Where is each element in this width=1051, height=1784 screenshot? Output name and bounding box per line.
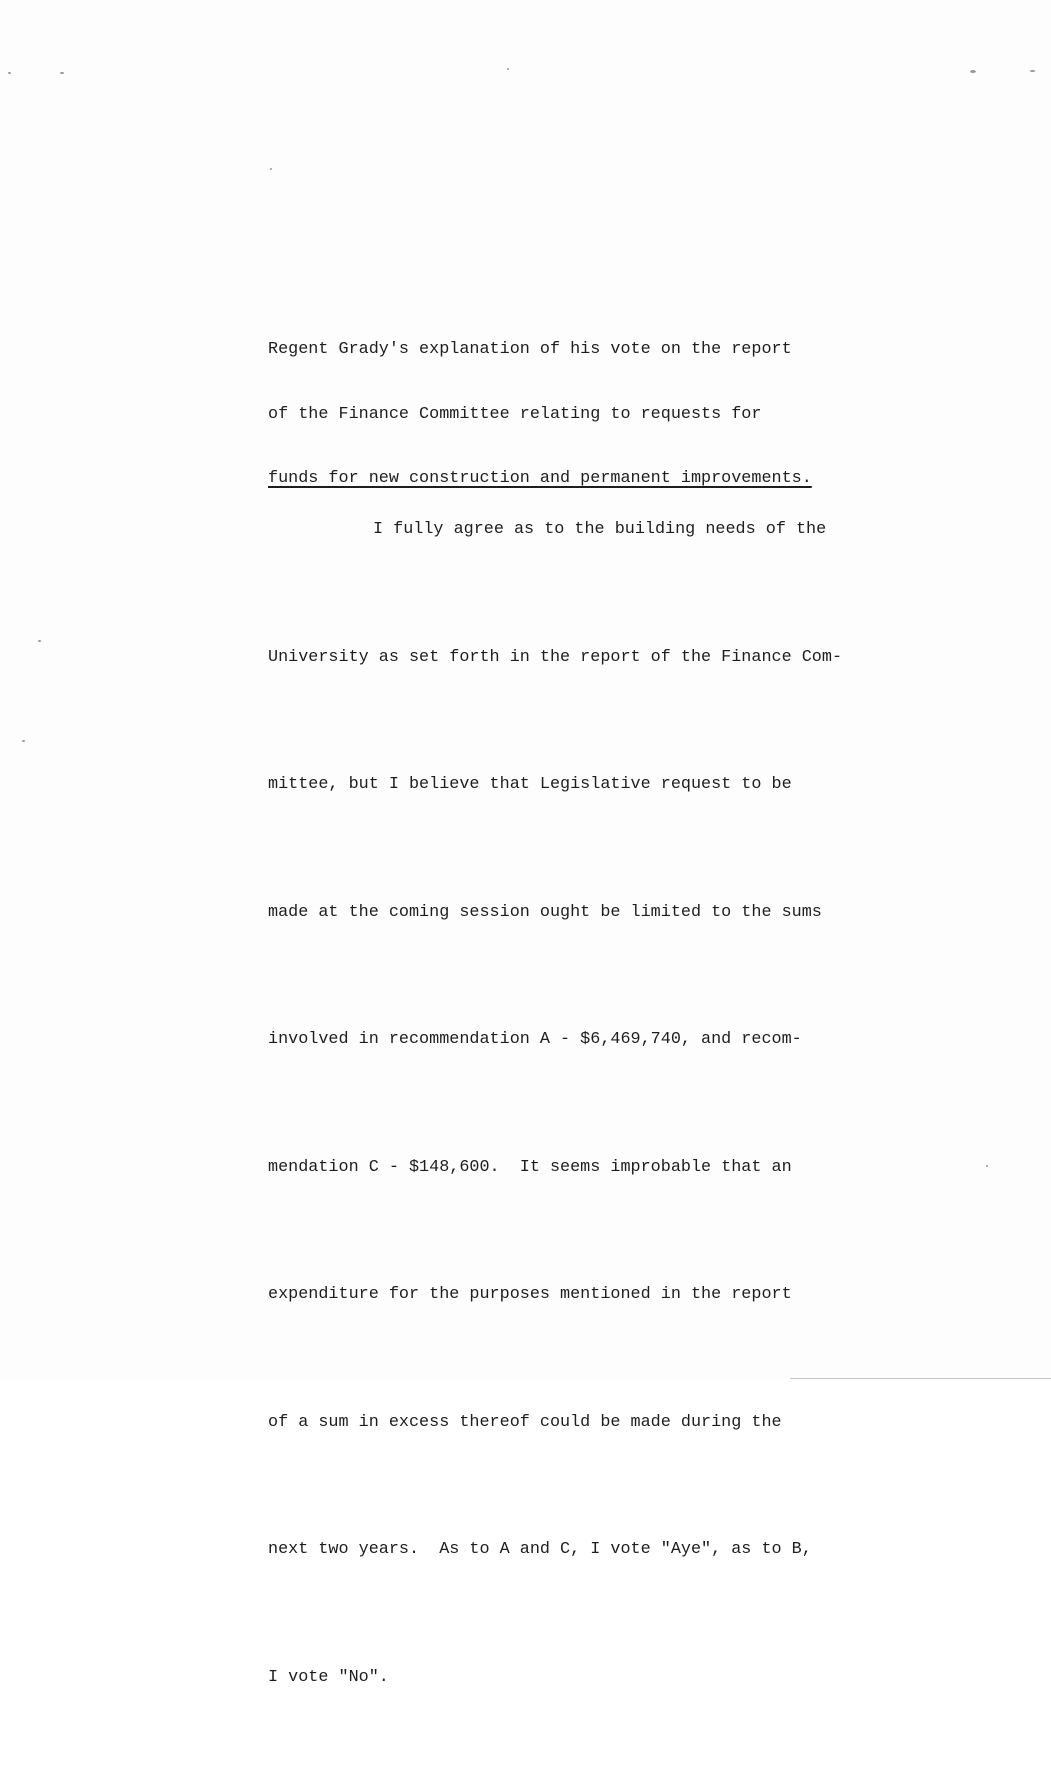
body-line: involved in recommendation A - $6,469,740, and recom- — [268, 1030, 802, 1049]
scan-speck — [22, 740, 25, 742]
scan-speck — [986, 1165, 988, 1167]
scan-speck — [60, 72, 64, 74]
document-body — [268, 424, 842, 1784]
scan-speck — [1030, 70, 1035, 72]
body-line: next two years. As to A and C, I vote "Aye", as to B, — [268, 1540, 812, 1559]
heading-line: of the Finance Committee relating to requests for — [268, 404, 762, 424]
body-line: of a sum in excess thereof could be made during the — [268, 1412, 782, 1432]
scan-speck — [38, 640, 41, 642]
scan-speck — [507, 68, 509, 70]
body-line: mendation C - $148,600. It seems improbable that an — [268, 1157, 792, 1177]
scan-speck — [8, 72, 11, 74]
scan-edge-line — [790, 1378, 1051, 1379]
scan-speck — [270, 168, 272, 170]
heading-line-underlined: funds for new construction and permanent improvements. — [268, 469, 812, 488]
body-line: made at the coming session ought be limited to the sums — [268, 902, 822, 922]
scan-speck — [970, 70, 976, 73]
heading-line: Regent Grady's explanation of his vote on the report — [268, 340, 792, 359]
body-line: expenditure for the purposes mentioned in the report — [268, 1285, 792, 1304]
body-line: mittee, but I believe that Legislative request to be — [268, 775, 792, 794]
body-line: I vote "No". — [268, 1667, 389, 1687]
body-line: I fully agree as to the building needs of the — [373, 520, 827, 539]
body-line: University as set forth in the report of the Finance Com- — [268, 647, 843, 667]
